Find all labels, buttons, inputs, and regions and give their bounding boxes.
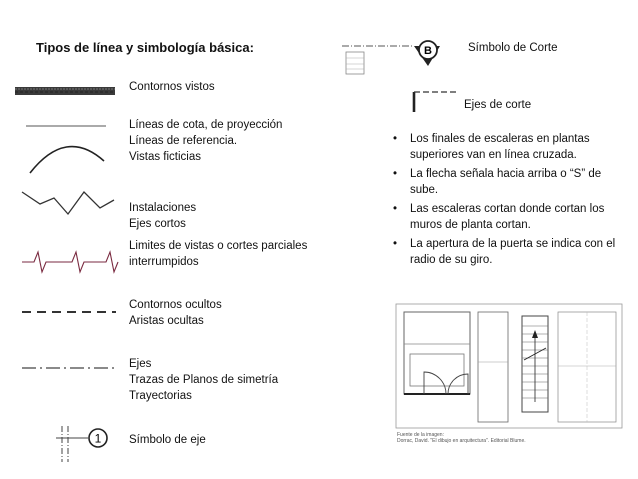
- label-instalaciones: Instalaciones Ejes cortos: [129, 202, 197, 230]
- break-line-symbol: [20, 246, 122, 276]
- notes-list: [393, 131, 623, 271]
- floor-plan-drawing: [394, 302, 624, 430]
- section-axis-symbol: [408, 86, 460, 116]
- axis-symbol: [54, 424, 116, 464]
- label-contornos-ocultos: Contornos ocultos Aristas ocultas: [129, 299, 222, 327]
- thin-line-arc-symbol: [24, 117, 108, 177]
- thick-line-symbol: [14, 84, 116, 98]
- list-item: • La flecha señala hacia arriba o “S” de sube.: [393, 166, 623, 198]
- list-item: • Los finales de escaleras en plantas superiores van en línea cruzada.: [393, 131, 623, 163]
- label-contornos-vistos: Contornos vistos: [129, 81, 215, 93]
- zigzag-line-symbol: [20, 188, 118, 218]
- svg-text:1: 1: [94, 431, 102, 446]
- label-ejes: Ejes Trazas de Planos de simetría Trayectorias: [129, 358, 279, 402]
- section-symbol: [340, 38, 444, 78]
- page-title: Tipos de línea y simbología básica:: [36, 40, 254, 55]
- list-item: • La apertura de la puerta se indica con el radio de su giro.: [393, 236, 623, 268]
- list-item: • Las escaleras cortan donde cortan los muros de planta cortan.: [393, 201, 623, 233]
- label-limites-vistas: Limites de vistas o cortes parciales interrumpidos: [129, 240, 308, 268]
- label-simbolo-corte: Símbolo de Corte: [468, 42, 558, 54]
- label-lineas-cota: Líneas de cota, de proyección Líneas de referencia. Vistas ficticias: [129, 119, 283, 163]
- dash-dot-line-symbol: [20, 363, 120, 373]
- label-ejes-corte: Ejes de corte: [464, 99, 532, 111]
- image-caption: Fuente de la imagen: Dorrac, David. "El dibujo en arquitectura". Editorial Blume.: [397, 432, 526, 444]
- label-simbolo-eje: Símbolo de eje: [129, 434, 206, 446]
- svg-text:B: B: [424, 45, 432, 57]
- dashed-line-symbol: [20, 307, 118, 317]
